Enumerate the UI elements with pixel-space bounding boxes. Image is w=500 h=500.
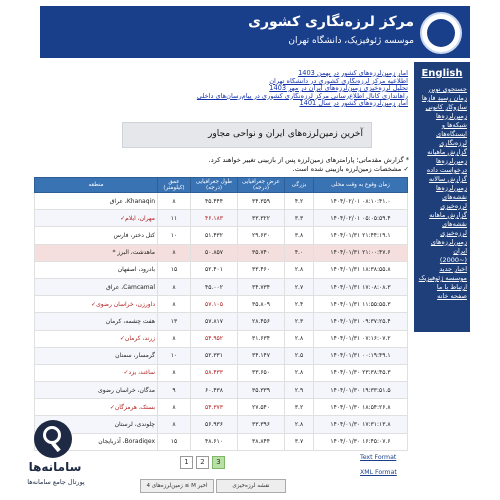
cell-lon: ۶۰.۴۳۸ [191, 382, 238, 399]
reviewed-check-icon: ✓ [123, 369, 129, 377]
cell-lat: ۳۴.۷۳۴ [238, 278, 285, 295]
cell-time: ۱۴۰۴/۰۱/۳۰ ۲۳:۳۸:۴۵.۳ [314, 364, 408, 381]
news-link[interactable]: تحلیل لرزه‌خیزی زمین‌لرزه‌های ایران در مهر 1403 [269, 85, 408, 92]
cell-mag: ۴.۲ [285, 193, 314, 210]
cell-region [35, 364, 158, 381]
cell-lat: ۲۹.۶۳۰ [238, 227, 285, 244]
cell-mag: ۴.۰ [285, 244, 314, 261]
cell-region: کتل دختر، فارس [35, 227, 158, 244]
cell-depth: ۹ [158, 382, 191, 399]
cell-region: Boradiqex، آذربایجان [35, 433, 158, 450]
cell-lon: ۵۸.۴۳۳ [191, 364, 238, 381]
note-preliminary: * گزارش مقدماتی؛ پارامترهای زمین‌لرزه پس از بازبینی تغییر خواهند کرد. [208, 156, 409, 164]
cell-time: ۱۴۰۴/۰۲/۰۱ ۰۵:۰۵:۵۹.۴ [314, 210, 408, 227]
cell-region [35, 210, 158, 227]
cell-time: ۱۴۰۴/۰۱/۳۰ ۱۸:۵۴:۲۶.۸ [314, 399, 408, 416]
news-link[interactable]: آمار زمین‌لرزه‌های کشور در بهمن 1403 [298, 70, 408, 77]
cell-depth: ۸ [158, 416, 191, 433]
cell-depth: ۸ [158, 193, 191, 210]
table-header-row [35, 178, 408, 193]
cell-lon: ۴۵.۰۰۲ [191, 278, 238, 295]
cell-depth: ۱۵ [158, 433, 191, 450]
cell-depth: ۸ [158, 364, 191, 381]
cell-lat: ۳۳.۴۶۰ [238, 261, 285, 278]
cell-time: ۱۴۰۴/۰۱/۳۱ ۱۷:۰۸:۰۸.۳ [314, 278, 408, 295]
university-logo-icon [420, 12, 462, 54]
cell-region [35, 330, 158, 347]
watermark [6, 420, 106, 498]
cell-lon: ۵۷.۸۱۷ [191, 313, 238, 330]
cell-region: گرمسار، سمنان [35, 347, 158, 364]
sidebar-item[interactable]: زمین‌لرزه‌ها [435, 184, 467, 192]
recent-m4-quakes-button[interactable]: زمین‌لرزه‌های 4 ≤ M اخیر [140, 479, 214, 493]
cell-lon: ۵۶.۹۳۶ [191, 416, 238, 433]
sidebar-item[interactable]: سازوکار کانونی [425, 103, 467, 111]
cell-depth: ۸ [158, 278, 191, 295]
cell-lat: ۳۳.۳۹۶ [238, 416, 285, 433]
cell-depth: ۸ [158, 244, 191, 261]
text-format-link[interactable]: Text Format [360, 454, 397, 461]
reviewed-check-icon: ✓ [109, 403, 115, 411]
cell-lat: ۳۵.۳۳۹ [238, 382, 285, 399]
watermark-tagline: پورتال جامع سامانه‌ها [27, 478, 85, 486]
region-text: ساغند، یزد [128, 369, 155, 377]
cell-mag: ۲.۸ [285, 261, 314, 278]
cell-time: ۱۴۰۴/۰۲/۰۱ ۰۸:۱۰:۴۱.۰ [314, 193, 408, 210]
cell-mag: ۲.۳ [285, 313, 314, 330]
cell-depth: ۱۰ [158, 227, 191, 244]
cell-depth: ۱۱ [158, 210, 191, 227]
cell-time: ۱۴۰۴/۰۱/۳۱ ۲۱:۴۴:۱۹.۱ [314, 227, 408, 244]
sidebar-item[interactable]: گزارش ماهیانه [427, 148, 467, 156]
col-lat: عرض جغرافیایی (درجه) [238, 178, 285, 193]
reviewed-check-icon: ✓ [119, 335, 125, 343]
table-row[interactable] [35, 364, 408, 381]
cell-lon: ۵۴.۳۷۳ [191, 399, 238, 416]
cell-lat: ۳۱.۶۳۴ [238, 330, 285, 347]
col-lon: طول جغرافیایی (درجه) [191, 178, 238, 193]
cell-time: ۱۴۰۴/۰۱/۳۰ ۱۹:۳۳:۵۱.۵ [314, 382, 408, 399]
magnifier-logo-icon [34, 420, 72, 458]
region-text: مهران، ایلام [125, 214, 155, 222]
sidebar-item[interactable]: درخواست داده [426, 166, 467, 174]
cell-lon: ۵۷.۱۰۵ [191, 296, 238, 313]
xml-format-link[interactable]: XML Format [360, 469, 397, 476]
reviewed-check-icon: ✓ [91, 300, 97, 308]
sidebar-item[interactable]: شبکه‌ها و ایستگاه‌های لرزه‌نگاری [436, 121, 467, 147]
cell-mag: ۲.۸ [285, 330, 314, 347]
cell-mag: ۳.۲ [285, 399, 314, 416]
cell-region [35, 296, 158, 313]
sidebar-item[interactable]: ارتباط با ما [436, 283, 467, 291]
col-time: زمان وقوع به وقت محلی [314, 178, 408, 193]
page-3-button[interactable]: 3 [212, 456, 225, 469]
table-row[interactable] [35, 193, 408, 210]
cell-region: هفت چشمه، کرمان [35, 313, 158, 330]
latest-quakes-panel [122, 122, 372, 148]
english-link[interactable]: English [421, 68, 463, 79]
sidebar-menu [414, 85, 470, 301]
cell-lat: ۳۴.۳۵۹ [238, 193, 285, 210]
notes [125, 156, 409, 173]
cell-lon: ۴۶.۱۸۳ [191, 210, 238, 227]
cell-mag: ۲.۸ [285, 364, 314, 381]
cell-mag: ۲.۷ [285, 278, 314, 295]
table-row[interactable] [35, 261, 408, 278]
news-link[interactable]: راهاندازی کانال اطلاع‌رسانی مرکز لرزه‌نگاری کشوری در پیام‌رسان‌های داخلی [196, 92, 408, 100]
cell-mag: ۳.۳ [285, 210, 314, 227]
sidebar-item[interactable]: صفحه خانه [437, 292, 467, 300]
sidebar-item[interactable]: گزارش سالانه [428, 175, 467, 183]
table-body [35, 193, 408, 451]
table-row[interactable] [35, 278, 408, 295]
cell-depth: ۸ [158, 330, 191, 347]
region-text: داورزن، خراسان رضوی [96, 300, 155, 308]
cell-lat: ۳۸.۸۴۴ [238, 433, 285, 450]
cell-depth: ۸ [158, 296, 191, 313]
cell-time: ۱۴۰۴/۰۱/۳۱ ۱۱:۵۵:۵۵.۳ [314, 296, 408, 313]
cell-depth: ۱۰ [158, 347, 191, 364]
sidebar-item[interactable]: گزارش ماهانه [429, 211, 467, 219]
cell-lat: ۲۸.۴۵۶ [238, 313, 285, 330]
cell-time: ۱۴۰۴/۰۱/۳۱ ۲۱:۰۰:۴۷.۶ [314, 244, 408, 261]
cell-lat: ۳۴.۱۴۷ [238, 347, 285, 364]
watermark-brand: سامانه‌ها [28, 460, 82, 474]
cell-time: ۱۴۰۴/۰۱/۳۰ ۱۷:۳۱:۱۳.۸ [314, 416, 408, 433]
sidebar-item[interactable]: جستجوی نوین [428, 85, 467, 93]
cell-mag: ۳.۷ [285, 433, 314, 450]
site-header [40, 6, 470, 58]
col-mag: بزرگی [285, 178, 314, 193]
cell-time: ۱۴۰۴/۰۱/۳۱ ۱۸:۳۸:۵۵.۸ [314, 261, 408, 278]
cell-mag: ۳.۸ [285, 227, 314, 244]
table-row[interactable] [35, 313, 408, 330]
cell-lon: ۵۰.۸۵۷ [191, 244, 238, 261]
cell-lat: ۳۳.۳۲۲ [238, 210, 285, 227]
cell-lon: ۴۵.۴۴۴ [191, 193, 238, 210]
sidebar-item[interactable]: نقشه‌های لرزه‌خیزی [440, 220, 467, 237]
sidebar-item[interactable]: زمان رسیدِ فازها [421, 94, 467, 102]
cell-lat: ۳۵.۸۰۹ [238, 296, 285, 313]
sidebar-item[interactable]: زمین‌لرزه‌ها [435, 157, 467, 165]
table-row[interactable] [35, 244, 408, 261]
cell-region: ماهدشت، البرز * [35, 244, 158, 261]
cell-lat: ۳۵.۷۴۰ [238, 244, 285, 261]
col-region: منطقه [35, 178, 158, 193]
export-formats [360, 450, 397, 480]
cell-lon: ۵۱.۴۳۲ [191, 227, 238, 244]
cell-region: Khanaqin، عراق [35, 193, 158, 210]
cell-lon: ۵۲.۴۰۱ [191, 261, 238, 278]
sidebar-nav [414, 62, 470, 332]
cell-depth: ۱۳ [158, 313, 191, 330]
table-row[interactable] [35, 330, 408, 347]
cell-region: مدگان، خراسان رضوی [35, 382, 158, 399]
table-row[interactable] [35, 210, 408, 227]
page-2-button[interactable]: 2 [196, 456, 209, 469]
seismicity-map-button[interactable]: نقشه لرزه‌خیزی [216, 479, 286, 493]
cell-mag: ۲.۹ [285, 382, 314, 399]
cell-time: ۱۴۰۴/۰۱/۳۱ ۰۰:۱۹:۴۹.۱ [314, 347, 408, 364]
panel-title: آخرین زمین‌لرزه‌های ایران و نواحی مجاور [208, 129, 363, 139]
sidebar-item[interactable]: موسسه ژئوفیزیک [418, 274, 467, 282]
cell-depth: ۸ [158, 399, 191, 416]
cell-time: ۱۴۰۴/۰۱/۳۱ ۰۹:۳۷:۲۵.۴ [314, 313, 408, 330]
cell-mag: ۲.۵ [285, 347, 314, 364]
sidebar-item[interactable]: اخبار جدید [439, 265, 467, 273]
site-title: مرکز لرزه‌نگاری کشوری [248, 14, 414, 30]
table-row[interactable] [35, 296, 408, 313]
earthquake-table [34, 177, 408, 451]
cell-time: ۱۴۰۴/۰۱/۳۰ ۱۶:۴۵:۰۷.۶ [314, 433, 408, 450]
cell-time: ۱۴۰۴/۰۱/۳۱ ۰۷:۱۶:۰۷.۲ [314, 330, 408, 347]
sidebar-item[interactable]: زمین‌لرزه‌ها [435, 112, 467, 120]
col-depth: عمق (کیلومتر) [158, 178, 191, 193]
cell-region [35, 399, 158, 416]
sidebar-item[interactable]: (~2000) [439, 256, 467, 264]
cell-lon: ۴۸.۶۱۰ [191, 433, 238, 450]
table-row[interactable] [35, 227, 408, 244]
table-row[interactable] [35, 347, 408, 364]
table-row[interactable] [35, 399, 408, 416]
cell-mag: ۲.۸ [285, 416, 314, 433]
region-text: زرند، کرمان [124, 335, 155, 343]
region-text: بستک، هرمزگان [114, 403, 155, 411]
cell-lon: ۵۴.۹۵۲ [191, 330, 238, 347]
sidebar-item[interactable]: نقشه‌های لرزه‌خیزی [440, 193, 467, 210]
note-reviewed: ✓ مشخصات زمین‌لرزه بازبینی شده است. [292, 164, 409, 173]
cell-mag: ۲.۴ [285, 296, 314, 313]
news-link[interactable]: آمار زمین‌لرزه‌های کشور در سال 1401 [299, 100, 408, 107]
reviewed-check-icon: ✓ [120, 214, 126, 222]
cell-lat: ۲۷.۵۴۰ [238, 399, 285, 416]
cell-region: Camcamal، عراق [35, 278, 158, 295]
news-links [150, 70, 408, 108]
table-row[interactable] [35, 382, 408, 399]
cell-depth: ۱۵ [158, 261, 191, 278]
cell-lon: ۵۲.۳۳۱ [191, 347, 238, 364]
news-link[interactable]: اطلاعیه مرکز لرزه‌نگاری کشوری در دانشگاه تهران [269, 77, 408, 85]
cell-lat: ۳۳.۶۵۰ [238, 364, 285, 381]
pagination [180, 456, 225, 468]
page-1-button[interactable]: 1 [180, 456, 193, 469]
site-subtitle: موسسه ژئوفیزیک، دانشگاه تهران [288, 36, 414, 46]
cell-region: چلوندی، لرستان [35, 416, 158, 433]
cell-region: بادرود، اصفهان [35, 261, 158, 278]
sidebar-item[interactable]: زمین‌لرزه‌های ایران [430, 238, 467, 255]
